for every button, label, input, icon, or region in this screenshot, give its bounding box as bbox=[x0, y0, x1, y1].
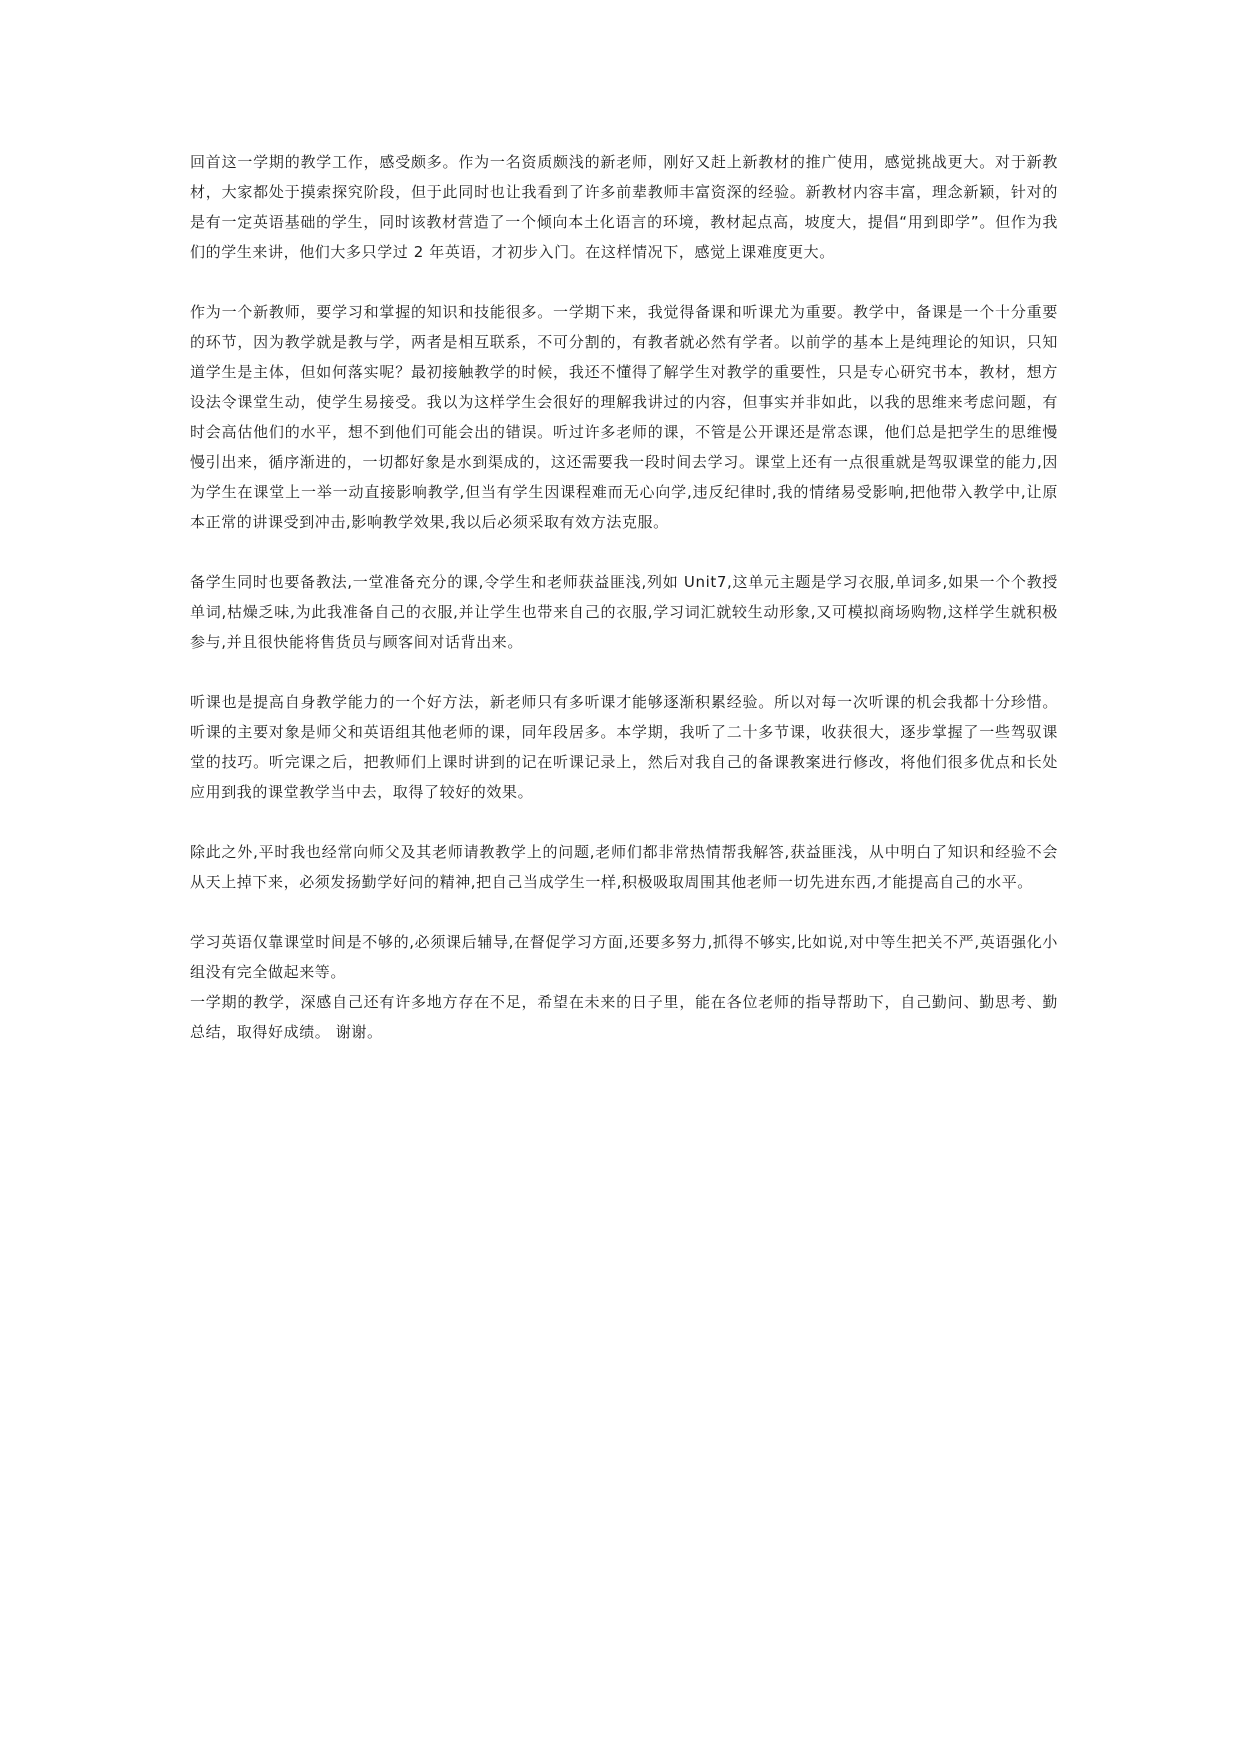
paragraph-reflection: 回首这一学期的教学工作，感受颇多。作为一名资质颇浅的新老师，刚好又赶上新教材的推广使用，感觉挑战更大。对于新教材，大家都处于摸索探究阶段，但于此同时也让我看到了许多前辈教师丰富资深的经验。新教材内容丰富，理念新颖，针对的是有一定英语基础的学生，同时该教材营造了一个倾向本土化语言的环境，教材起点高，坡度大，提倡“用到即学”。但作为我们的学生来讲，他们大多只学过 2 年英语，才初步入门。在这样情况下，感觉上课难度更大。 bbox=[190, 153, 1058, 261]
paragraph-shortcomings: 学习英语仅靠课堂时间是不够的,必须课后辅导,在督促学习方面,还要多努力,抓得不够实,比如说,对中等生把关不严,英语强化小组没有完全做起来等。 bbox=[190, 933, 1058, 981]
paragraph-class-observation: 听课也是提高自身教学能力的一个好方法，新老师只有多听课才能够逐渐积累经验。所以对每一次听课的机会我都十分珍惜。听课的主要对象是师父和英语组其他老师的课，同年段居多。本学期，我听了二十多节课，收获很大，逐步掌握了一些驾驭课堂的技巧。听完课之后，把教师们上课时讲到的记在听课记录上，然后对我自己的备课教案进行修改，将他们很多优点和长处应用到我的课堂教学当中去，取得了较好的效果。 bbox=[190, 693, 1058, 801]
document-body bbox=[190, 147, 1058, 1047]
paragraph-teaching-methods: 备学生同时也要备教法,一堂准备充分的课,令学生和老师获益匪浅,列如 Unit7,这单元主题是学习衣服,单词多,如果一个个教授单词,枯燥乏味,为此我准备自己的衣服,并让学生也带来自己的衣服,学习词汇就较生动形象,又可模拟商场购物,这样学生就积极参与,并且很快能将售货员与顾客间对话背出来。 bbox=[190, 573, 1058, 651]
paragraph-asking-mentors: 除此之外,平时我也经常向师父及其老师请教教学上的问题,老师们都非常热情帮我解答,获益匪浅，从中明白了知识和经验不会从天上掉下来，必须发扬勤学好问的精神,把自己当成学生一样,积极吸取周围其他老师一切先进东西,才能提高自己的水平。 bbox=[190, 843, 1058, 891]
paragraph-closing: 一学期的教学，深感自己还有许多地方存在不足，希望在未来的日子里，能在各位老师的指导帮助下，自己勤问、勤思考、勤总结，取得好成绩。 谢谢。 bbox=[190, 993, 1058, 1041]
paragraph-lesson-preparation: 作为一个新教师，要学习和掌握的知识和技能很多。一学期下来，我觉得备课和听课尤为重要。教学中，备课是一个十分重要的环节，因为教学就是教与学，两者是相互联系，不可分割的，有教者就必然有学者。以前学的基本上是纯理论的知识，只知道学生是主体，但如何落实呢？最初接触教学的时候，我还不懂得了解学生对教学的重要性，只是专心研究书本，教材，想方设法令课堂生动，使学生易接受。我以为这样学生会很好的理解我讲过的内容，但事实并非如此，以我的思维来考虑问题，有时会高估他们的水平，想不到他们可能会出的错误。听过许多老师的课，不管是公开课还是常态课，他们总是把学生的思维慢慢引出来，循序渐进的，一切都好象是水到渠成的，这还需要我一段时间去学习。课堂上还有一点很重就是驾驭课堂的能力,因为学生在课堂上一举一动直接影响教学,但当有学生因课程难而无心向学,违反纪律时,我的情绪易受影响,把他带入教学中,让原本正常的讲课受到冲击,影响教学效果,我以后必须采取有效方法克服。 bbox=[190, 303, 1058, 531]
